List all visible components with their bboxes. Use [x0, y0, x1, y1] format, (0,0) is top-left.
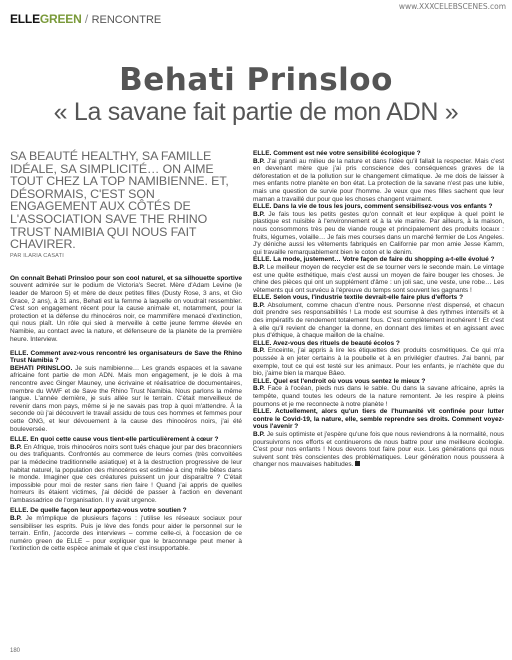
answer [253, 211, 504, 257]
question: ELLE. De quelle façon leur apportez-vous votre soutien ? [10, 507, 187, 515]
question: ELLE. Selon vous, l'industrie textile devrait-elle faire plus d'efforts ? [253, 294, 464, 302]
speaker: B.P. [253, 263, 265, 271]
qa-block [253, 294, 504, 340]
qa-block [253, 408, 504, 469]
intro-paragraph: SA BEAUTÉ HEALTHY, SA FAMILLE IDÉALE, SA SIMPLICITÉ… ON AIME TOUT CHEZ LA TOP NAMIBIENNE. ET, DÉSORMAIS, C'EST SON ENGAGEMENT AUX CÔTÉS DE L'ASSOCIATION SAVE THE RHINO TRUST NAMIBIA QUI NOUS FAIT CHAVIRER. [10, 149, 229, 252]
answer [253, 158, 504, 204]
speaker: B.P. [10, 443, 22, 451]
speaker: BEHATI PRINSLOO. [10, 364, 73, 372]
question: ELLE. Quel est l'endroit où vous vous sentez le mieux ? [253, 377, 426, 385]
brand-green: GREEN [39, 12, 82, 26]
speaker: B.P. [253, 301, 265, 309]
speaker: B.P. [253, 430, 265, 438]
qa-block [253, 340, 504, 378]
answer-text: J'ai grandi au milieu de la nature et dans l'idée qu'il fallait la respecter. Mais c'est en devenant mère que j'ai pris conscience des conséquences graves de la déforestation et de la pollution sur le changement climatique. Je me dois de laisser à mes enfants notre planète en bon état. La protection de la savane n'est pas une lubie, mais une question de survie pour l'homme. Je veux que mes filles sachent que leur maman a travaillé dur pour que les choses changent vraiment. [253, 157, 504, 203]
byline: PAR ILARIA CASATI [10, 252, 64, 259]
answer [10, 515, 242, 553]
answer [10, 444, 242, 505]
answer [253, 264, 504, 294]
question: ELLE. Comment avez-vous rencontré les organisateurs de Save the Rhino Trust Namibia ? [10, 349, 242, 365]
speaker: B.P. [253, 157, 265, 165]
brand-logo [10, 12, 82, 26]
qa-block [10, 350, 242, 434]
page-number: 180 [10, 648, 21, 654]
lead-text: souvent admirée sur le podium de Victoria's Secret. Mère d'Adam Levine (le leader de Maroon 5) et mère de deux petites filles (Dusty Rose, 3 ans, et Gio Grace, 2 ans), à 31 ans, Behati est la femme à laquelle on voudrait ressembler. C'est son engagement récent pour la cause animale et, notamment, pour la protection et la défense du rhinocéros noir, ce mammifère menacé d'extinction, qui nous plaît. Un rôle qui sied à merveille à cette jeune femme élevée en Namibie, au contact avec la nature, et défenseure de la planète de la première heure. Interview. [10, 282, 242, 343]
question: ELLE. La mode, justement… Votre façon de faire du shopping a-t-elle évolué ? [253, 256, 495, 264]
speaker: B.P. [253, 385, 265, 393]
answer-text: Je suis optimiste et j'espère qu'une fois que nous reviendrons à la normalité, nous poursuivrons nos efforts et continuerons de nous battre pour une meilleure écologie. C'est pour nos enfants ! Nous devons tout faire pour eux. Les générations qui nous suivent sont très conscientes des problématiques. Leur génération nous poussera à changer nos mauvaises habitudes. [253, 430, 504, 469]
section-header [10, 12, 161, 26]
answer [10, 365, 242, 433]
brand-elle: ELLE [10, 12, 40, 26]
question: ELLE. Comment est née votre sensibilité écologique ? [253, 150, 421, 157]
qa-block [253, 150, 504, 203]
qa-block [253, 378, 504, 408]
answer-text: Je m'implique de plusieurs façons : j'utilise les réseaux sociaux pour sensibiliser les esprits. Puis je lève des fonds pour aider le personnel sur le terrain. Enfin, j'accorde des interviews – comme celle-ci, à l'occasion de ce numéro green de ELLE – pour expliquer que le braconnage peut mener à l'extinction de cette espèce animale et que c'est insupportable. [10, 515, 242, 553]
header-separator: / [81, 12, 92, 26]
right-column [253, 150, 504, 469]
answer-text: Enceinte, j'ai appris à lire les étiquettes des produits cosmétiques. Ce qui m'a poussée à en jeter certains à la poubelle et à en privilégier d'autres. J'ai banni, par exemple, tout ce qui est testé sur les animaux. Pour les enfants, je n'achète que du bio, j'aime bien la marque Bâeo. [253, 347, 504, 378]
answer-text: Je suis namibienne… Les grands espaces et la savane africaine font partie de mon ADN. Mais mon engagement, je le dois à ma rencontre avec Ginger Mauney, une écrivaine et réalisatrice de documentaires, membre du WWF et de Save the Rhino Trust Namibia. Nous parlons la même langue. L'année dernière, je suis allée sur le terrain. C'était merveilleux de revenir dans mon pays, même si je ne savais pas trop à quoi m'attendre. À la seconde où j'ai découvert le travail assidu de tous ces hommes et femmes pour cette ONG, et leur dévouement à la cause des rhinocéros noirs, j'ai été bouleversée. [10, 364, 242, 433]
article-title: Behati Prinsloo [119, 62, 393, 98]
qa-block [253, 203, 504, 256]
article-subtitle: « La savane fait partie de mon ADN » [53, 98, 459, 126]
qa-block [10, 436, 242, 504]
answer [253, 302, 504, 340]
speaker: B.P. [10, 515, 22, 523]
header-category: RENCONTRE [91, 14, 162, 26]
watermark-text: www.XXXCELEBSCENES.com [398, 2, 506, 11]
answer [253, 431, 504, 469]
answer-text: En Afrique, trois rhinocéros noirs sont tués chaque jour par des braconniers ou des trafiquants. Confrontés au commerce de leurs cornes (très convoitées par la médecine traditionnelle asiatique) et à la destruction progressive de leur habitat naturel, la population des rhinocéros est estimée à cinq mille bêtes dans le monde. Imaginer que ces créatures puissent un jour disparaître ? C'était impossible pour moi de rester sans rien faire ! Quand j'ai appris de quelles horreurs ils étaient victimes, j'ai décidé de passer à l'action en devenant l'ambassadrice de l'organisation. Il y avait urgence. [10, 443, 242, 504]
lead-paragraph [10, 275, 242, 343]
answer-text: Le meilleur moyen de recycler est de se tourner vers le seconde main. Le vintage est une quête esthétique, mais c'est aussi un moyen de faire bouger les choses. Je chine des pièces qui ont un supplément d'âme : un joli sac, une veste, une robe… Les vêtements qui ont survécu à l'épreuve du temps sont souvent les gagnants ! [253, 263, 504, 294]
left-column [10, 150, 242, 553]
question: ELLE. Actuellement, alors qu'un tiers de l'humanité vit confinée pour lutter contre le Covid-19, la nature, elle, semble reprendre ses droits. Comment voyez-vous l'avenir ? [253, 408, 504, 431]
qa-block [10, 507, 242, 553]
answer-text: Je fais tous les petits gestes qu'on connaît et leur explique à quel point le plastique est nuisible à l'environnement et à la vie marine. Par ailleurs, à la maison, nous consommons très peu de viande rouge et principalement des produits locaux : fruits, légumes, volaille… Je fais mes courses dans un marché fermier de Los Angeles. J'y déniche aussi les vêtements fabriqués en Californie par mon amie Jesse Kamm, qui travaille remarquablement bien le coton et le denim. [253, 210, 504, 256]
question: ELLE. Avez-vous des rituels de beauté écolos ? [253, 339, 400, 347]
end-of-article-mark [355, 461, 360, 466]
qa-block [253, 256, 504, 294]
answer-text: Face à l'océan, pieds nus dans le sable. Ou dans la savane africaine, après la tempête, quand toutes les odeurs de la nature remontent. Je les respire à pleins poumons et je me reconnecte à notre planète ! [253, 385, 504, 408]
speaker: B.P. [253, 210, 265, 218]
answer [253, 385, 504, 408]
question: ELLE. Dans la vie de tous les jours, comment sensibilisez-vous vos enfants ? [253, 203, 493, 211]
speaker: B.P. [253, 347, 265, 355]
question: ELLE. En quoi cette cause vous tient-elle particulièrement à cœur ? [10, 436, 219, 444]
lead-bold: On connaît Behati Prinsloo pour son cool naturel, et sa silhouette sportive [10, 274, 242, 282]
answer [253, 347, 504, 377]
answer-text: Absolument, comme chacun d'entre nous. Personne n'est dispensé, et chacun doit prendre ses responsabilités ! La mode est soumise à des rythmes intensifs et à des impératifs de rendement totalement fous. C'est complètement incohérent ! Et c'est à elle qu'il revient de changer la donne, en donnant des limites et en agissant avec plus d'éthique, à chaque maillon de la chaîne. [253, 301, 504, 340]
